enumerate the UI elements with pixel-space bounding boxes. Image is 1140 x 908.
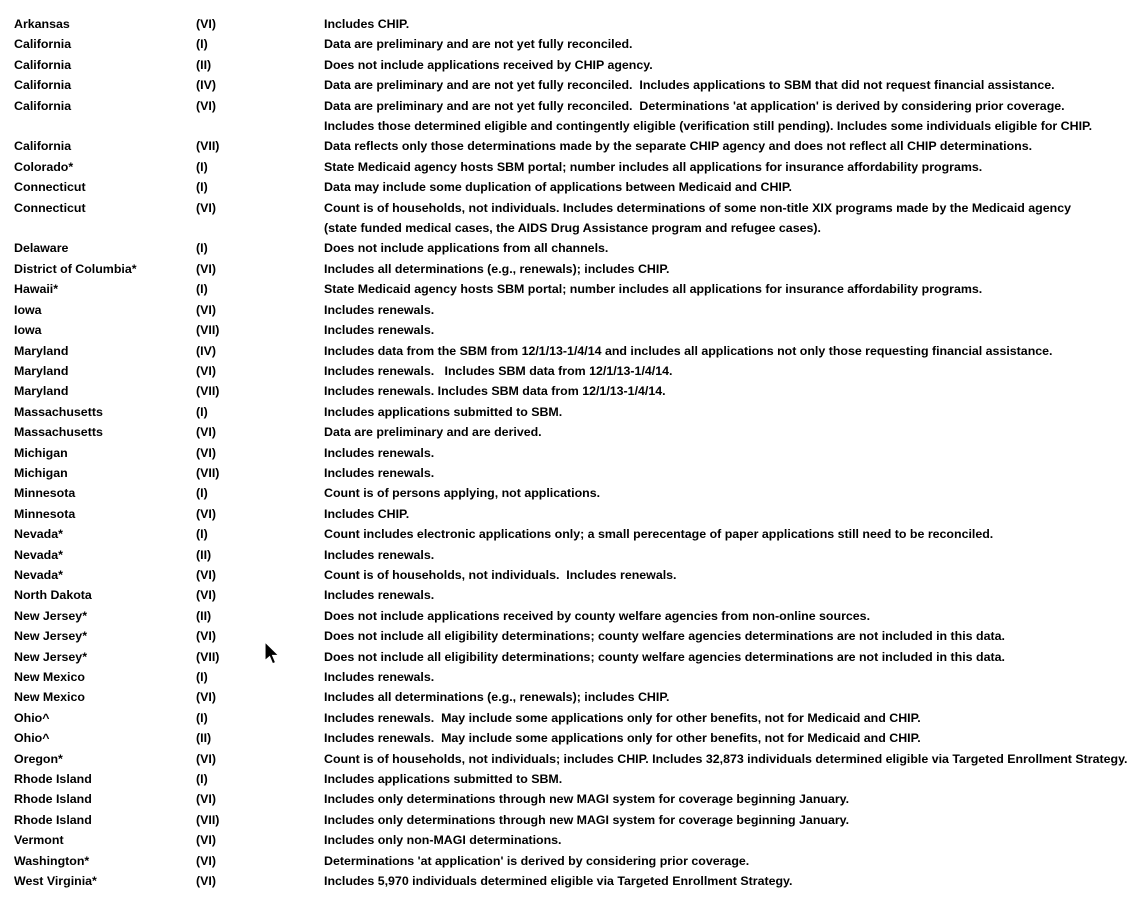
table-row	[14, 606, 1140, 626]
footnote-code: (VII)	[196, 812, 220, 827]
footnote-code: (VI)	[196, 690, 216, 705]
footnote-text	[324, 136, 1140, 156]
state-name: Michigan	[14, 465, 68, 480]
footnote-text	[324, 667, 1140, 687]
footnote-code: (VI)	[196, 833, 216, 848]
footnote-code: (I)	[196, 527, 208, 542]
footnote-text	[324, 830, 1140, 850]
footnote-text	[324, 238, 1140, 258]
footnote-text-line1: Count is of households, not individuals. Includes determinations of some non-title XIX programs made by the Medicaid agency	[324, 200, 1071, 215]
table-row	[14, 34, 1140, 54]
footnote-code: (VI)	[196, 567, 216, 582]
table-row	[14, 647, 1140, 667]
footnote-text	[324, 769, 1140, 789]
footnote-text	[324, 647, 1140, 667]
footnote-text	[324, 585, 1140, 605]
table-row	[14, 851, 1140, 871]
footnote-text-line1: Does not include all eligibility determinations; county welfare agencies determinations are not included in this data.	[324, 629, 1005, 644]
footnote-code: (VI)	[196, 445, 216, 460]
footnote-text	[324, 300, 1140, 320]
state-name: North Dakota	[14, 588, 92, 603]
footnote-code: (I)	[196, 159, 208, 174]
footnote-code: (VI)	[196, 629, 216, 644]
footnote-code: (I)	[196, 772, 208, 787]
table-row	[14, 259, 1140, 279]
footnote-code: (II)	[196, 608, 212, 623]
table-row	[14, 381, 1140, 401]
footnote-text	[324, 728, 1140, 748]
footnote-text-line1: Does not include applications received by county welfare agencies from non-online sources.	[324, 608, 871, 623]
table-row	[14, 341, 1140, 361]
table-row	[14, 728, 1140, 748]
footnote-text-line1: Data are preliminary and are not yet fully reconciled.	[324, 37, 633, 52]
footnote-text	[324, 402, 1140, 422]
footnote-code: (VI)	[196, 302, 216, 317]
footnote-code: (I)	[196, 486, 208, 501]
table-row	[14, 463, 1140, 483]
table-row	[14, 300, 1140, 320]
footnote-text	[324, 749, 1140, 769]
footnote-code: (VI)	[196, 588, 216, 603]
footnote-text	[324, 96, 1140, 137]
footnote-code: (VI)	[196, 425, 216, 440]
state-name: Michigan	[14, 445, 68, 460]
state-name: Vermont	[14, 833, 64, 848]
footnote-code: (IV)	[196, 343, 216, 358]
table-row	[14, 402, 1140, 422]
footnote-text-line1: Count is of households, not individuals; includes CHIP. Includes 32,873 individuals determined eligible via Targeted Enrollment Strategy.	[324, 751, 1128, 766]
footnote-text-line1: Includes renewals.	[324, 302, 435, 317]
footnote-text	[324, 259, 1140, 279]
table-row	[14, 687, 1140, 707]
footnote-text	[324, 524, 1140, 544]
footnote-text	[324, 422, 1140, 442]
footnote-code: (VI)	[196, 853, 216, 868]
footnote-text	[324, 545, 1140, 565]
state-name: District of Columbia*	[14, 261, 137, 276]
state-name: California	[14, 78, 72, 93]
table-row	[14, 96, 1140, 137]
footnote-code: (I)	[196, 241, 208, 256]
table-row	[14, 667, 1140, 687]
footnote-text	[324, 483, 1140, 503]
footnote-text	[324, 708, 1140, 728]
state-name: Arkansas	[14, 17, 70, 31]
footnote-code: (II)	[196, 547, 212, 562]
state-name: West Virginia*	[14, 874, 97, 889]
footnote-code: (VI)	[196, 98, 216, 113]
footnote-code: (I)	[196, 282, 208, 297]
table-row	[14, 565, 1140, 585]
footnote-text-line1: Includes CHIP.	[324, 506, 410, 521]
state-name: California	[14, 139, 72, 154]
footnote-code: (VI)	[196, 363, 216, 378]
footnote-text-line1: Includes renewals.	[324, 323, 435, 338]
state-name: California	[14, 57, 72, 72]
state-name: Rhode Island	[14, 812, 92, 827]
footnote-text	[324, 871, 1140, 891]
footnote-text-line1: Includes renewals. Includes SBM data from 12/1/13-1/4/14.	[324, 363, 673, 378]
footnote-text-line1: Does not include all eligibility determinations; county welfare agencies determinations are not included in this data.	[324, 649, 1005, 664]
table-row	[14, 279, 1140, 299]
table-row	[14, 14, 1140, 34]
state-name: Nevada*	[14, 567, 63, 582]
footnote-text-line1: Includes 5,970 individuals determined eligible via Targeted Enrollment Strategy.	[324, 874, 793, 889]
state-name: Ohio^	[14, 710, 50, 725]
footnote-text	[324, 177, 1140, 197]
table-row	[14, 708, 1140, 728]
state-name: New Jersey*	[14, 608, 88, 623]
table-row	[14, 769, 1140, 789]
state-name: Hawaii*	[14, 282, 59, 297]
footnote-text	[324, 361, 1140, 381]
footnote-text-line1: State Medicaid agency hosts SBM portal; number includes all applications for insurance affordability programs.	[324, 159, 983, 174]
state-name: Rhode Island	[14, 772, 92, 787]
footnote-text	[324, 789, 1140, 809]
state-name: Iowa	[14, 323, 42, 338]
footnote-text-line1: Count is of persons applying, not applications.	[324, 486, 601, 501]
footnote-code: (I)	[196, 180, 208, 195]
footnote-text	[324, 463, 1140, 483]
footnote-text-line1: Includes all determinations (e.g., renewals); includes CHIP.	[324, 690, 670, 705]
footnote-text	[324, 810, 1140, 830]
footnote-text-line1: Includes renewals. Includes SBM data from 12/1/13-1/4/14.	[324, 384, 666, 399]
footnote-text	[324, 443, 1140, 463]
footnote-code: (I)	[196, 670, 208, 684]
footnote-text	[324, 565, 1140, 585]
state-name: Connecticut	[14, 180, 86, 195]
footnote-text	[324, 626, 1140, 646]
footnote-code: (VI)	[196, 200, 216, 215]
footnote-text	[324, 504, 1140, 524]
footnote-text-line1: Includes only non-MAGI determinations.	[324, 833, 562, 848]
footnote-text	[324, 157, 1140, 177]
footnote-text-line1: Includes renewals. May include some applications only for other benefits, not for Medicaid and CHIP.	[324, 710, 921, 725]
table-row	[14, 443, 1140, 463]
table-row	[14, 749, 1140, 769]
table-row	[14, 177, 1140, 197]
table-row	[14, 810, 1140, 830]
table-row	[14, 585, 1140, 605]
state-name: Maryland	[14, 363, 69, 378]
state-name: Maryland	[14, 343, 69, 358]
footnote-text-line1: State Medicaid agency hosts SBM portal; number includes all applications for insurance affordability programs.	[324, 282, 983, 297]
state-name: Nevada*	[14, 527, 63, 542]
footnote-code: (VII)	[196, 323, 220, 338]
table-row	[14, 626, 1140, 646]
footnote-text-line1: Does not include applications from all channels.	[324, 241, 609, 256]
state-name: New Mexico	[14, 690, 85, 705]
footnote-code: (VI)	[196, 751, 216, 766]
footnote-text	[324, 341, 1140, 361]
footnote-text	[324, 851, 1140, 871]
state-name: Iowa	[14, 302, 42, 317]
table-row	[14, 483, 1140, 503]
table-row	[14, 157, 1140, 177]
footnote-text	[324, 34, 1140, 54]
table-row	[14, 55, 1140, 75]
table-row	[14, 545, 1140, 565]
footnote-text-line1: Includes all determinations (e.g., renewals); includes CHIP.	[324, 261, 670, 276]
footnote-text-line1: Includes renewals.	[324, 547, 435, 562]
footnote-text-line1: Data are preliminary and are derived.	[324, 425, 542, 440]
footnote-code: (VII)	[196, 139, 220, 154]
state-name: Massachusetts	[14, 404, 103, 419]
footnote-code: (VI)	[196, 792, 216, 807]
footnote-text-line1: Data are preliminary and are not yet fully reconciled. Includes applications to SBM that did not request financial assistance.	[324, 78, 1055, 93]
footnote-text-line1: Includes renewals.	[324, 588, 435, 603]
state-name: New Jersey*	[14, 629, 88, 644]
footnote-code: (I)	[196, 404, 208, 419]
footnote-text-line1: Data may include some duplication of applications between Medicaid and CHIP.	[324, 180, 792, 195]
table-row	[14, 75, 1140, 95]
footnote-code: (VI)	[196, 17, 216, 31]
footnote-code: (VII)	[196, 649, 220, 664]
footnote-text	[324, 606, 1140, 626]
footnote-text	[324, 320, 1140, 340]
footnote-text-line1: Includes renewals.	[324, 445, 435, 460]
footnote-code: (II)	[196, 731, 212, 746]
state-name: Minnesota	[14, 486, 76, 501]
footnote-code: (I)	[196, 37, 208, 52]
footnote-text-line1: Includes CHIP.	[324, 17, 410, 31]
footnote-text	[324, 279, 1140, 299]
state-name: Massachusetts	[14, 425, 103, 440]
table-row	[14, 830, 1140, 850]
footnote-code: (VI)	[196, 506, 216, 521]
footnote-text-line2: (state funded medical cases, the AIDS Drug Assistance program and refugee cases).	[324, 221, 821, 236]
footnote-text-line1: Data reflects only those determinations made by the separate CHIP agency and does not reflect all CHIP determinations.	[324, 139, 1033, 154]
state-name: Washington*	[14, 853, 90, 868]
table-row	[14, 320, 1140, 340]
footnote-text-line1: Includes only determinations through new MAGI system for coverage beginning January.	[324, 812, 850, 827]
state-name: Ohio^	[14, 731, 50, 746]
footnote-text-line1: Includes renewals. May include some applications only for other benefits, not for Medicaid and CHIP.	[324, 731, 921, 746]
footnote-code: (VI)	[196, 261, 216, 276]
table-row	[14, 198, 1140, 239]
footnote-code: (VII)	[196, 465, 220, 480]
footnote-text-line1: Data are preliminary and are not yet fully reconciled. Determinations 'at application' is derived by considering prior coverage.	[324, 98, 1065, 113]
footnote-code: (I)	[196, 710, 208, 725]
state-name: Nevada*	[14, 547, 63, 562]
table-row	[14, 136, 1140, 156]
footnote-text-line1: Does not include applications received by CHIP agency.	[324, 57, 653, 72]
state-name: Delaware	[14, 241, 69, 256]
table-row	[14, 361, 1140, 381]
state-name: Oregon*	[14, 751, 63, 766]
footnote-text	[324, 75, 1140, 95]
footnote-code: (IV)	[196, 78, 216, 93]
table-row	[14, 871, 1140, 891]
table-row	[14, 504, 1140, 524]
footnote-text-line1: Includes applications submitted to SBM.	[324, 404, 563, 419]
state-name: Maryland	[14, 384, 69, 399]
footnote-code: (VI)	[196, 874, 216, 889]
footnote-text-line1: Count is of households, not individuals. Includes renewals.	[324, 567, 677, 582]
footnote-text	[324, 198, 1140, 239]
state-name: California	[14, 37, 72, 52]
footnote-text-line1: Includes renewals.	[324, 465, 435, 480]
footnote-text	[324, 381, 1140, 401]
footnote-text-line1: Includes renewals.	[324, 670, 435, 684]
footnote-text-line1: Includes applications submitted to SBM.	[324, 772, 563, 787]
footnote-code: (II)	[196, 57, 212, 72]
footnote-text-line2: Includes those determined eligible and contingently eligible (verification still pending). Includes some individuals eligible for CHIP.	[324, 119, 1093, 134]
footnote-text	[324, 687, 1140, 707]
state-name: Rhode Island	[14, 792, 92, 807]
table-row	[14, 238, 1140, 258]
footnote-code: (VII)	[196, 384, 220, 399]
state-footnotes-table	[14, 14, 1140, 891]
footnote-text-line1: Includes only determinations through new MAGI system for coverage beginning January.	[324, 792, 850, 807]
state-name: Connecticut	[14, 200, 86, 215]
footnote-text	[324, 14, 1140, 34]
table-row	[14, 422, 1140, 442]
state-name: Colorado*	[14, 159, 74, 174]
footnote-text-line1: Determinations 'at application' is derived by considering prior coverage.	[324, 853, 750, 868]
state-name: Minnesota	[14, 506, 76, 521]
state-name: New Jersey*	[14, 649, 88, 664]
table-row	[14, 524, 1140, 544]
footnote-text-line1: Includes data from the SBM from 12/1/13-1/4/14 and includes all applications not only those requesting financial assistance.	[324, 343, 1053, 358]
table-row	[14, 789, 1140, 809]
footnote-text-line1: Count includes electronic applications only; a small perecentage of paper applications still need to be reconciled.	[324, 527, 994, 542]
footnote-text	[324, 55, 1140, 75]
state-name: New Mexico	[14, 670, 85, 684]
state-name: California	[14, 98, 72, 113]
